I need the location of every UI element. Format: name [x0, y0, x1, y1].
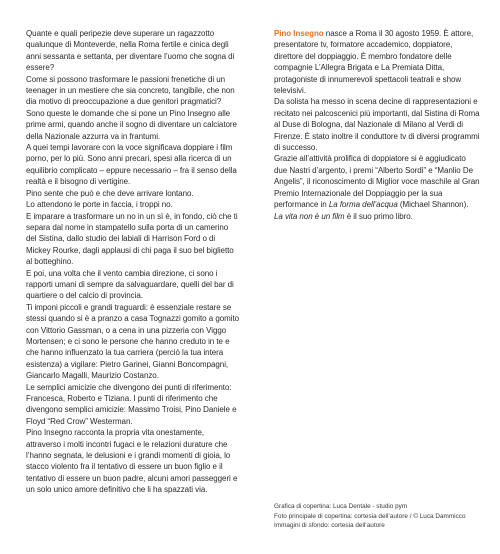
credit-line: Immagini di sfondo: cortesia dell’autore — [274, 522, 385, 530]
book-title: La vita non è un film — [274, 211, 345, 221]
bio-intro-text: nasce a Roma il 30 agosto 1959. È attore, presentatore tv, formatore accademico, doppiatore, direttore del doppiaggio. È membro fondatore delle compagnie L’Allegra Brigata e La Premiata Ditta, protagoniste di innumerevoli spettacoli teatrali e show televisivi. — [274, 29, 474, 96]
synopsis-paragraph: Quante e quali peripezie deve superare un ragazzotto qualunque di Monteverde, nella Roma fertile e cinica degli anni sessanta e settanta, per diventare l’uomo che sogna di essere? — [26, 29, 235, 73]
bio-awards-text: Grazie all’attività prolifica di doppiatore si è aggiudicato due Nastri d’argento, i premi “Alberto Sordi” e “Manlio De Angelis”, il riconoscimento di Miglior voce maschile al Gran Premio Internazionale del Doppiaggio per la sua performance in — [274, 154, 480, 210]
credit-line: Grafica di copertina: Luca Dentale - studio pym — [274, 503, 408, 510]
synopsis-paragraph: E imparare a trasformare un no in un sì è, in fondo, ciò che ti separa dal nome in stampatello sulla porta di un camerino del Sistina, dallo studio dei labiali di Harrison Ford o di Mickey Rourke, dagli applausi di chi paga il suo bel biglietto al botteghino. — [26, 211, 238, 267]
synopsis-paragraph: Pino Insegno racconta la propria vita onestamente, attraverso i molti incontri fugaci e le relazioni durature che l’hanno segnata, le delusioni e i grandi momenti di gioia, lo stacco violento fra il tentativo di essere un buon figlio e il tentativo di essere un buon padre, alcuni amori passeggeri e un solo unico amore definitivo che li ha spazzati via. — [26, 428, 238, 495]
bio-paragraph-stage: Da solista ha messo in scena decine di rappresentazioni e recitato nei palcoscenici più importanti, dal Sistina di Roma al Duse di Bologna, dal Nazionale di Milano al Verdi di Firenze. È stato inoltre il conduttore tv di diversi programmi di successo. — [274, 97, 480, 153]
bio-paragraph-awards — [274, 153, 480, 210]
bio-book-text: è il suo primo libro. — [344, 211, 413, 221]
synopsis-paragraph: Sono queste le domande che si pone un Pino Insegno alle prime armi, quando anche il sogno di diventare un calciatore della Nazionale azzurra va in frantumi. — [26, 108, 237, 141]
synopsis-column — [26, 28, 240, 496]
synopsis-paragraph: Ti imponi piccoli e grandi traguardi: è essenziale restare se stessi quando si è a pranzo a casa Tognazzi gomito a gomito con Vittorio Gassman, o a cena in una pizzeria con Viggo Mortensen; e ci sono le persone che hanno creduto in te e che hanno influenzato la tua carriera (perciò la tua intera esistenza) a vigilare: Pietro Garinei, Gianni Boncompagni, Giancarlo Magalli, Maurizio Costanzo. — [26, 302, 240, 381]
credit-line: Foto principale di copertina: cortesia dell’autore / © Luca Dammicco — [274, 512, 466, 520]
synopsis-paragraph: Pino sente che può e che deve arrivare lontano. — [26, 188, 194, 198]
synopsis-paragraph: Lo attendono le porte in faccia, i troppi no. — [26, 200, 173, 210]
author-name: Pino Insegno — [274, 29, 324, 38]
author-bio-column — [274, 28, 480, 222]
bio-awards-end: (Michael Shannon). — [397, 200, 469, 210]
film-title: La forma dell’acqua — [328, 200, 398, 210]
synopsis-paragraph: Le semplici amicizie che divengono dei punti di riferimento: Francesca, Roberto e Tiziana. I punti di riferimento che divengono semplici amicizie: Massimo Troisi, Pino Daniele e Floyd “Red Crow” Westerman. — [26, 382, 237, 426]
synopsis-paragraph: A quei tempi lavorare con la voce significava doppiare i film porno, per lo più. Sono anni precari, spesi alla ricerca di un equilibrio complicato – eppure necessario – fra il senso della realtà e il bisogno di vertigine. — [26, 143, 237, 187]
bio-paragraph-book — [274, 211, 480, 222]
bio-paragraph-intro — [274, 28, 480, 96]
synopsis-paragraph: E poi, una volta che il vento cambia direzione, ci sono i rapporti umani di sempre da salvaguardare, quelli del bar di quartiere o del calcio di provincia. — [26, 268, 234, 301]
cover-credits — [274, 502, 489, 531]
synopsis-paragraph: Come si possono trasformare le passioni frenetiche di un teenager in un mestiere che sia concreto, tangibile, che non dia motivo di preoccupazione a due genitori pragmatici? — [26, 74, 235, 107]
